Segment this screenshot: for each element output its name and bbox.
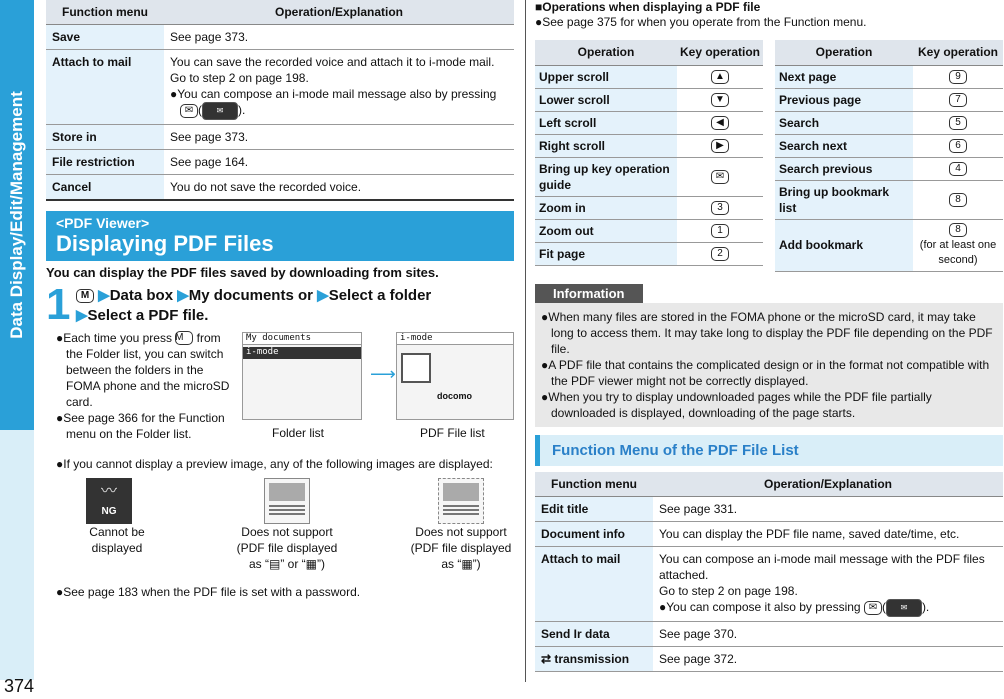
row-key: Attach to mail xyxy=(535,546,653,621)
row-value: You can display the PDF file name, saved date/time, etc. xyxy=(653,521,1003,546)
row-value: You do not save the recorded voice. xyxy=(164,174,514,200)
op-name: Lower scroll xyxy=(535,88,677,111)
key-cell xyxy=(677,134,763,157)
section-small-title: <PDF Viewer> xyxy=(56,214,150,231)
row-line: Go to step 2 on page 198. xyxy=(170,70,309,85)
row-key: File restriction xyxy=(46,149,164,174)
row-value: See page 372. xyxy=(653,646,1003,671)
bullet-3: ●If you cannot display a preview image, any of the following images are displayed: xyxy=(56,456,493,471)
mail-icon: ✉ xyxy=(886,599,922,617)
table-row xyxy=(535,134,763,157)
key-extra: (for at least one second) xyxy=(919,238,997,266)
op-name: Previous page xyxy=(775,88,913,111)
op-name: Next page xyxy=(775,65,913,88)
op-name: Search previous xyxy=(775,157,913,180)
row-key: Store in xyxy=(46,124,164,149)
op-name: Zoom in xyxy=(535,196,677,219)
row-value: See page 373. xyxy=(164,124,514,149)
caption-does-not-support-2 xyxy=(398,524,524,572)
step-number: 1 xyxy=(46,279,71,329)
key-icon: ▲ xyxy=(711,70,729,84)
table-row xyxy=(46,24,514,49)
bullet-1 xyxy=(56,330,232,410)
pdf-function-menu-table xyxy=(535,472,1003,672)
key-cell xyxy=(913,88,1003,111)
row-value: See page 164. xyxy=(164,149,514,174)
table-header: Operation xyxy=(775,40,913,65)
bullets-block xyxy=(46,330,514,456)
row-value: See page 370. xyxy=(653,621,1003,646)
caption-line: Does not support xyxy=(415,524,507,539)
table-row xyxy=(775,157,1003,180)
row-value: See page 331. xyxy=(653,496,1003,521)
key-cell xyxy=(913,134,1003,157)
key-icon: 4 xyxy=(949,162,967,176)
row-key: Document info xyxy=(535,521,653,546)
table-row xyxy=(535,496,1003,521)
key-cell xyxy=(677,65,763,88)
key-cell xyxy=(913,180,1003,219)
op-name: Right scroll xyxy=(535,134,677,157)
key-icon: 9 xyxy=(949,70,967,84)
op-name: Zoom out xyxy=(535,219,677,242)
key-icon: 1 xyxy=(711,224,729,238)
unsupported-doc-icon xyxy=(264,478,310,524)
caption-line xyxy=(398,556,524,572)
table-row xyxy=(535,646,1003,671)
op-name: Bring up key operation guide xyxy=(535,157,677,196)
row-line: ●You can compose it also by pressing ✉ ( ✉ ). xyxy=(659,599,997,617)
key-icon: 3 xyxy=(711,201,729,215)
caption-part: as “ xyxy=(441,556,462,571)
key-icon: 6 xyxy=(949,139,967,153)
ng-label: NG xyxy=(101,505,117,517)
table-row xyxy=(46,49,514,124)
info-item: ●A PDF file that contains the complicated design or in the format not compatible with the PDF viewer might not be correctly displayed. xyxy=(541,358,990,388)
caption-line xyxy=(224,556,350,572)
table-row xyxy=(535,521,1003,546)
ops-note: ●See page 375 for when you operate from the Function menu. xyxy=(535,15,867,29)
row-key: Send Ir data xyxy=(535,621,653,646)
caption-line: (PDF file displayed xyxy=(236,540,338,555)
key-icon: ◀ xyxy=(711,116,729,130)
mail-key-line: ✉ ( ✉ ). xyxy=(170,102,508,120)
step-part: Select a PDF file. xyxy=(87,306,209,324)
arrow-icon: ⟶ xyxy=(370,363,396,384)
key-cell xyxy=(677,157,763,196)
table-row xyxy=(46,149,514,174)
caption-pdf-list: PDF File list xyxy=(420,425,485,440)
step-part: My documents xyxy=(188,286,294,304)
table-header: Key operation xyxy=(913,40,1003,65)
info-tag: Information xyxy=(535,284,643,303)
column-divider xyxy=(525,0,526,682)
row-key-text: transmission xyxy=(554,651,630,666)
table-row xyxy=(535,621,1003,646)
mail-key-icon: ✉ xyxy=(864,601,882,615)
ir-icon: ⇄ xyxy=(541,651,555,666)
info-item: ●When you try to display undownloaded pages while the PDF file partially downloaded is displayed, downloading of the page starts. xyxy=(541,390,932,420)
row-line: ●You can compose an i-mode mail message also by pressing xyxy=(170,86,497,101)
table-header: Function menu xyxy=(535,472,653,496)
op-name: Bring up bookmark list xyxy=(775,180,913,219)
table-header: Key operation xyxy=(677,40,763,65)
caption-part: ” or “ xyxy=(280,556,306,571)
bullet-text: ●Each time you press xyxy=(56,330,172,345)
row-value: See page 373. xyxy=(164,24,514,49)
key-icon: ✉ xyxy=(711,170,729,184)
bullet-4: ●See page 183 when the PDF file is set with a password. xyxy=(56,584,361,599)
table-header: Function menu xyxy=(46,0,164,24)
caption-folder-list: Folder list xyxy=(272,425,325,440)
ops-table-left xyxy=(535,40,763,266)
table-header: Operation xyxy=(535,40,677,65)
row-line-text: ●You can compose it also by pressing xyxy=(659,599,861,614)
preview-images xyxy=(46,478,514,584)
row-line: You can save the recorded voice and attach it to i-mode mail. xyxy=(170,54,495,69)
table-header: Operation/Explanation xyxy=(164,0,514,24)
docomo-logo: docomo xyxy=(437,390,472,401)
image-icon: ▦ xyxy=(461,556,473,571)
folder-list-screen xyxy=(242,332,362,420)
bullet-text: from the Folder list, you can switch between the folders in the FOMA phone and the microSD card. xyxy=(66,330,230,409)
table-row xyxy=(775,111,1003,134)
bullet-2: ●See page 366 for the Function menu on the Folder list. xyxy=(56,410,225,441)
op-name: Upper scroll xyxy=(535,65,677,88)
unsupported-doc-icon-dashed xyxy=(438,478,484,524)
row-value xyxy=(653,546,1003,621)
table-row xyxy=(775,65,1003,88)
table-row xyxy=(535,88,763,111)
section-title: Displaying PDF Files xyxy=(56,230,274,256)
caption-line: Does not support xyxy=(241,524,333,539)
key-cell xyxy=(913,219,1003,271)
row-line: Go to step 2 on page 198. xyxy=(659,583,798,598)
pdf-list-screen xyxy=(396,332,514,420)
step-part: Data box xyxy=(109,286,174,304)
key-cell xyxy=(677,111,763,134)
mail-icon: ✉ xyxy=(202,102,238,120)
screen-selected-item: i-mode xyxy=(243,347,361,359)
key-cell xyxy=(677,196,763,219)
side-tab xyxy=(0,0,34,699)
side-tab-label: Data Display/Edit/Management xyxy=(7,91,26,339)
ops-table-right xyxy=(775,40,1003,272)
key-icon: 2 xyxy=(711,247,729,261)
caption-does-not-support-1 xyxy=(224,524,350,572)
caption-part: ”) xyxy=(472,556,481,571)
key-cell xyxy=(677,88,763,111)
table-header: Operation/Explanation xyxy=(653,472,1003,496)
key-icon: ▼ xyxy=(711,93,729,107)
op-name: Search xyxy=(775,111,913,134)
doc-icon: ▤ xyxy=(268,556,281,571)
key-icon: ▶ xyxy=(711,139,729,153)
screen-title: i-mode xyxy=(397,333,513,345)
table-row xyxy=(535,65,763,88)
table-row xyxy=(535,157,763,196)
intro-text: You can display the PDF files saved by downloading from sites. xyxy=(46,264,439,280)
key-cell xyxy=(913,65,1003,88)
function-menu-heading: Function Menu of the PDF File List xyxy=(535,435,1003,466)
op-name: Left scroll xyxy=(535,111,677,134)
function-menu-table xyxy=(46,0,514,201)
caption-part: ”) xyxy=(317,556,326,571)
step-text: M ▶Data box ▶My documents or ▶Select a folder ▶Select a PDF file. xyxy=(76,286,432,324)
table-row xyxy=(535,242,763,265)
info-content xyxy=(535,303,1003,427)
table-row xyxy=(535,546,1003,621)
step-part: or xyxy=(297,286,313,304)
key-icon: 7 xyxy=(949,93,967,107)
row-line: You can compose an i-mode mail message with the PDF files attached. xyxy=(659,551,985,582)
pdf-thumbnail xyxy=(401,353,431,383)
op-name: Add bookmark xyxy=(775,219,913,271)
row-key-transmission xyxy=(535,646,653,671)
pdf-section-heading xyxy=(46,211,514,261)
mail-key-icon: ✉ xyxy=(180,104,198,118)
key-icon: 8 xyxy=(949,193,967,207)
key-cell xyxy=(913,111,1003,134)
ng-image-icon: 〰 NG xyxy=(86,478,132,524)
side-tab-label-box xyxy=(0,0,34,430)
info-item: ●When many files are stored in the FOMA phone or the microSD card, it may take long to access them. It may take long to display the PDF file depending on the PDF file. xyxy=(541,310,993,356)
table-row xyxy=(775,134,1003,157)
row-key: Attach to mail xyxy=(46,49,164,124)
ops-tables xyxy=(535,40,1003,272)
menu-key-icon: M xyxy=(175,331,193,345)
table-row xyxy=(535,111,763,134)
menu-key-icon: M xyxy=(76,289,94,303)
key-icon: 5 xyxy=(949,116,967,130)
screen-title: My documents xyxy=(243,333,361,345)
table-row xyxy=(535,196,763,219)
key-cell xyxy=(677,219,763,242)
row-key: Cancel xyxy=(46,174,164,200)
step-part: Select a folder xyxy=(328,286,432,304)
right-column xyxy=(535,0,1003,672)
table-row xyxy=(46,174,514,200)
caption-line: (PDF file displayed xyxy=(410,540,512,555)
caption-cannot-display: Cannot be displayed xyxy=(89,524,145,555)
key-cell xyxy=(677,242,763,265)
table-row xyxy=(775,219,1003,271)
key-cell xyxy=(913,157,1003,180)
row-key: Save xyxy=(46,24,164,49)
op-name: Search next xyxy=(775,134,913,157)
row-value xyxy=(164,49,514,124)
table-row xyxy=(535,219,763,242)
ops-title: ■Operations when displaying a PDF file xyxy=(535,0,761,14)
page-number: 374 xyxy=(4,676,35,696)
image-icon: ▦ xyxy=(305,556,318,571)
table-row xyxy=(46,124,514,149)
bullet-text-column xyxy=(56,330,232,442)
op-name: Fit page xyxy=(535,242,677,265)
caption-part: as “ xyxy=(248,556,269,571)
left-column xyxy=(46,0,514,600)
key-icon: 8 xyxy=(949,223,967,237)
table-row xyxy=(775,180,1003,219)
row-key: Edit title xyxy=(535,496,653,521)
table-row xyxy=(775,88,1003,111)
step-1 xyxy=(46,279,514,330)
information-box xyxy=(535,284,1003,427)
